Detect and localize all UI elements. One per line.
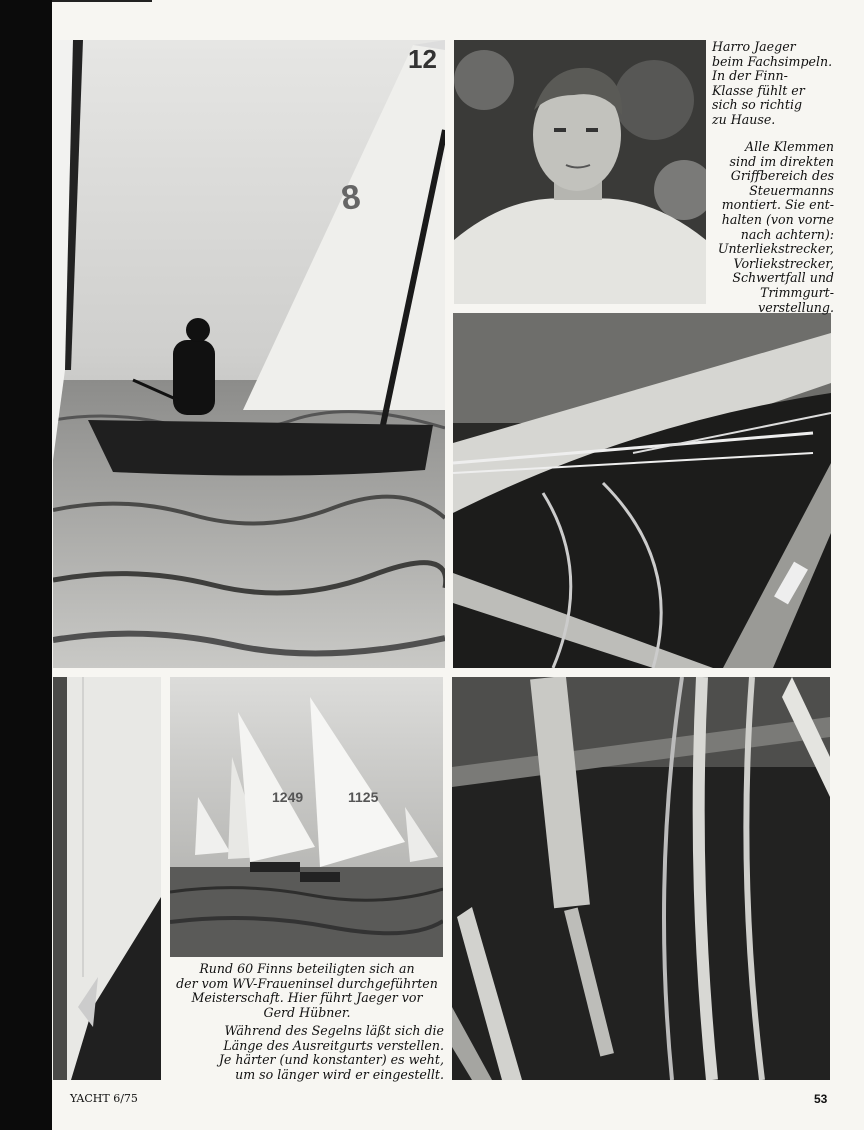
caption-line: Länge des Ausreitgurts verstellen. bbox=[223, 1037, 444, 1053]
caption-line: Meisterschaft. Hier führt Jaeger vor bbox=[191, 990, 423, 1006]
photo-deck-clamps bbox=[453, 313, 831, 668]
photo-regatta-fleet bbox=[170, 677, 443, 957]
caption-line: der vom WV-Fraueninsel durchgeführten bbox=[176, 975, 438, 991]
caption-line: Harro Jaeger bbox=[712, 39, 796, 54]
caption-line: Während des Segelns läßt sich die bbox=[224, 1023, 444, 1038]
caption-line: sind im direkten bbox=[729, 153, 834, 169]
footer-magazine-issue: YACHT 6/75 bbox=[70, 1092, 138, 1105]
caption-line: montiert. Sie ent- bbox=[721, 197, 834, 213]
top-rule bbox=[52, 0, 152, 2]
caption-line: Klasse fühlt er bbox=[712, 82, 805, 98]
caption-line: zu Hause. bbox=[712, 111, 776, 127]
caption-line: Rund 60 Finns beteiligten sich an bbox=[199, 961, 415, 976]
caption-line: verstellung. bbox=[758, 299, 834, 315]
page-number: 53 bbox=[814, 1092, 828, 1106]
sail-number-right: 1125 bbox=[348, 789, 379, 805]
caption-line: sich so richtig bbox=[712, 97, 803, 113]
caption-regatta bbox=[162, 962, 452, 1020]
caption-line: Trimmgurt- bbox=[760, 284, 834, 300]
sail-number-top: 12 bbox=[408, 44, 437, 74]
caption-line: Alle Klemmen bbox=[745, 139, 834, 154]
caption-line: beim Fachsimpeln. bbox=[712, 53, 833, 69]
sail-number-left: 1249 bbox=[272, 789, 304, 805]
sail-number: 8 bbox=[338, 177, 363, 218]
caption-clamps bbox=[706, 140, 834, 315]
caption-line: nach achtern): bbox=[740, 226, 834, 242]
caption-line: um so länger wird er eingestellt. bbox=[235, 1066, 444, 1082]
black-spine-bar bbox=[0, 0, 52, 1130]
caption-strap bbox=[170, 1024, 444, 1082]
caption-line: In der Finn- bbox=[712, 68, 788, 84]
photo-sail-closeup bbox=[53, 677, 161, 1080]
caption-line: halten (von vorne bbox=[721, 211, 834, 227]
caption-line: Steuermanns bbox=[749, 182, 834, 198]
photo-finn-sailing bbox=[53, 40, 445, 668]
photo-portrait-jaeger bbox=[454, 40, 706, 304]
caption-line: Je härter (und konstanter) es weht, bbox=[218, 1052, 444, 1068]
caption-line: Vorliekstrecker, bbox=[733, 255, 834, 271]
caption-line: Schwertfall und bbox=[732, 270, 834, 286]
caption-portrait bbox=[712, 40, 842, 128]
caption-line: Griffbereich des bbox=[730, 168, 834, 184]
photo-hiking-strap bbox=[452, 677, 830, 1080]
caption-line: Unterliekstrecker, bbox=[717, 241, 834, 257]
caption-line: Gerd Hübner. bbox=[263, 1004, 351, 1020]
